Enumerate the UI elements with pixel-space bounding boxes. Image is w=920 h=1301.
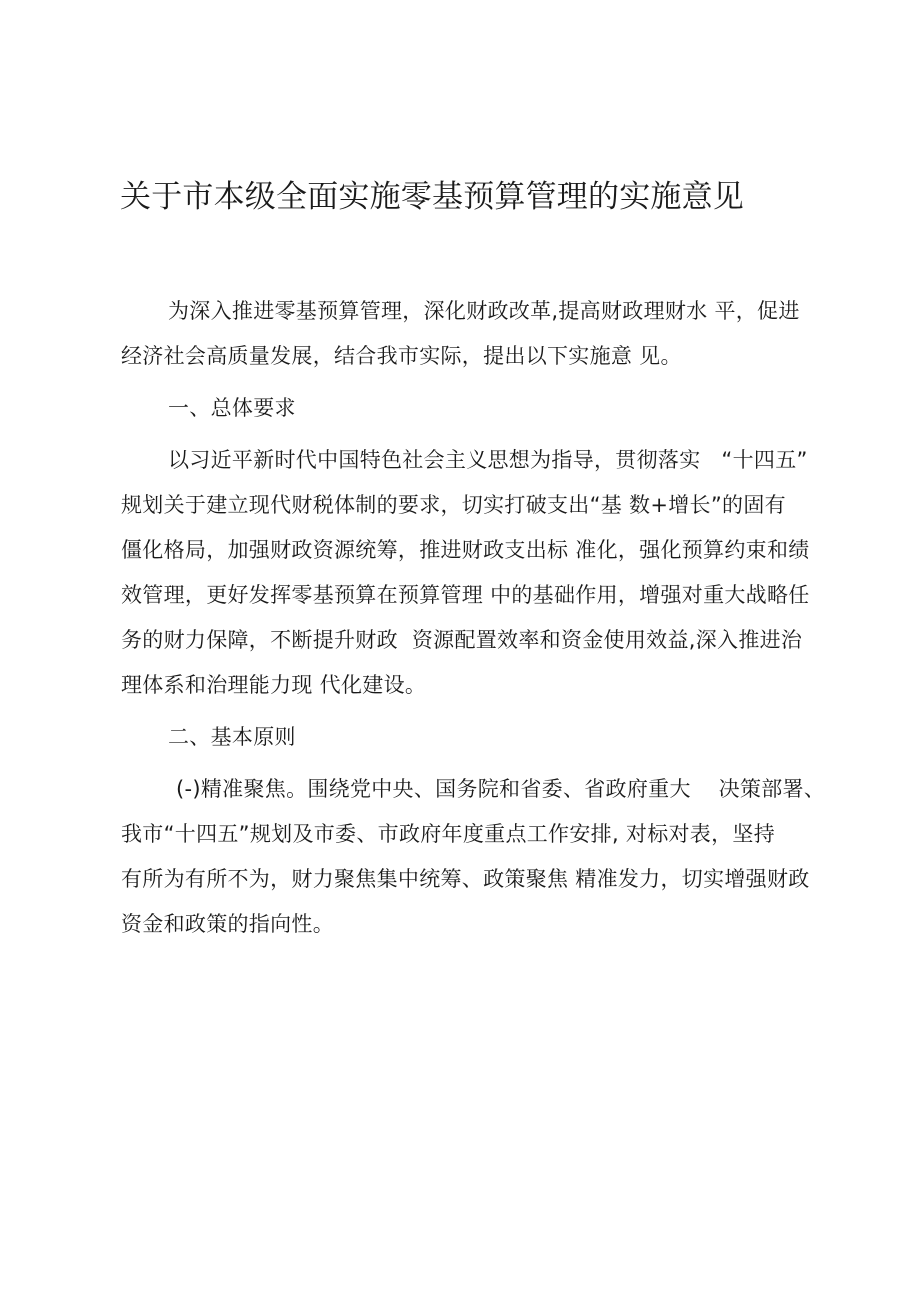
section2-line-4: 资金和政策的指向性。 bbox=[121, 912, 334, 936]
document-title: 关于市本级全面实施零基预算管理的实施意见 bbox=[120, 179, 744, 215]
section-heading-1: 一、总体要求 bbox=[168, 396, 296, 420]
section1-line-2: 规划关于建立现代财税体制的要求，切实打破支出“基 数+增长”的固有 bbox=[121, 493, 786, 517]
section2-line-3: 有所为有所不为，财力聚焦集中统筹、政策聚焦 精准发力，切实增强财政 bbox=[121, 867, 810, 891]
section1-line-4: 效管理，更好发挥零基预算在预算管理 中的基础作用，增强对重大战略任 bbox=[121, 583, 810, 607]
section2-line-1: (-)精准聚焦。围绕党中央、国务院和省委、省政府重大 决策部署、 bbox=[176, 777, 826, 801]
section1-line-3: 僵化格局，加强财政资源统筹，推进财政支出标 准化，强化预算约束和绩 bbox=[121, 538, 810, 562]
section1-line-1: 以习近平新时代中国特色社会主义思想为指导，贯彻落实 “十四五” bbox=[168, 448, 808, 472]
intro-line-1: 为深入推进零基预算管理，深化财政改革,提高财政理财水 平，促进 bbox=[168, 299, 800, 323]
section-heading-2: 二、基本原则 bbox=[168, 725, 296, 749]
section2-line-2: 我市“十四五”规划及市委、市政府年度重点工作安排, 对标对表，坚持 bbox=[121, 822, 776, 846]
section1-line-5: 务的财力保障，不断提升财政 资源配置效率和资金使用效益,深入推进治 bbox=[121, 628, 803, 652]
section1-line-6: 理体系和治理能力现 代化建设。 bbox=[121, 673, 427, 697]
intro-line-2: 经济社会高质量发展，结合我市实际，提出以下实施意 见。 bbox=[121, 344, 682, 368]
